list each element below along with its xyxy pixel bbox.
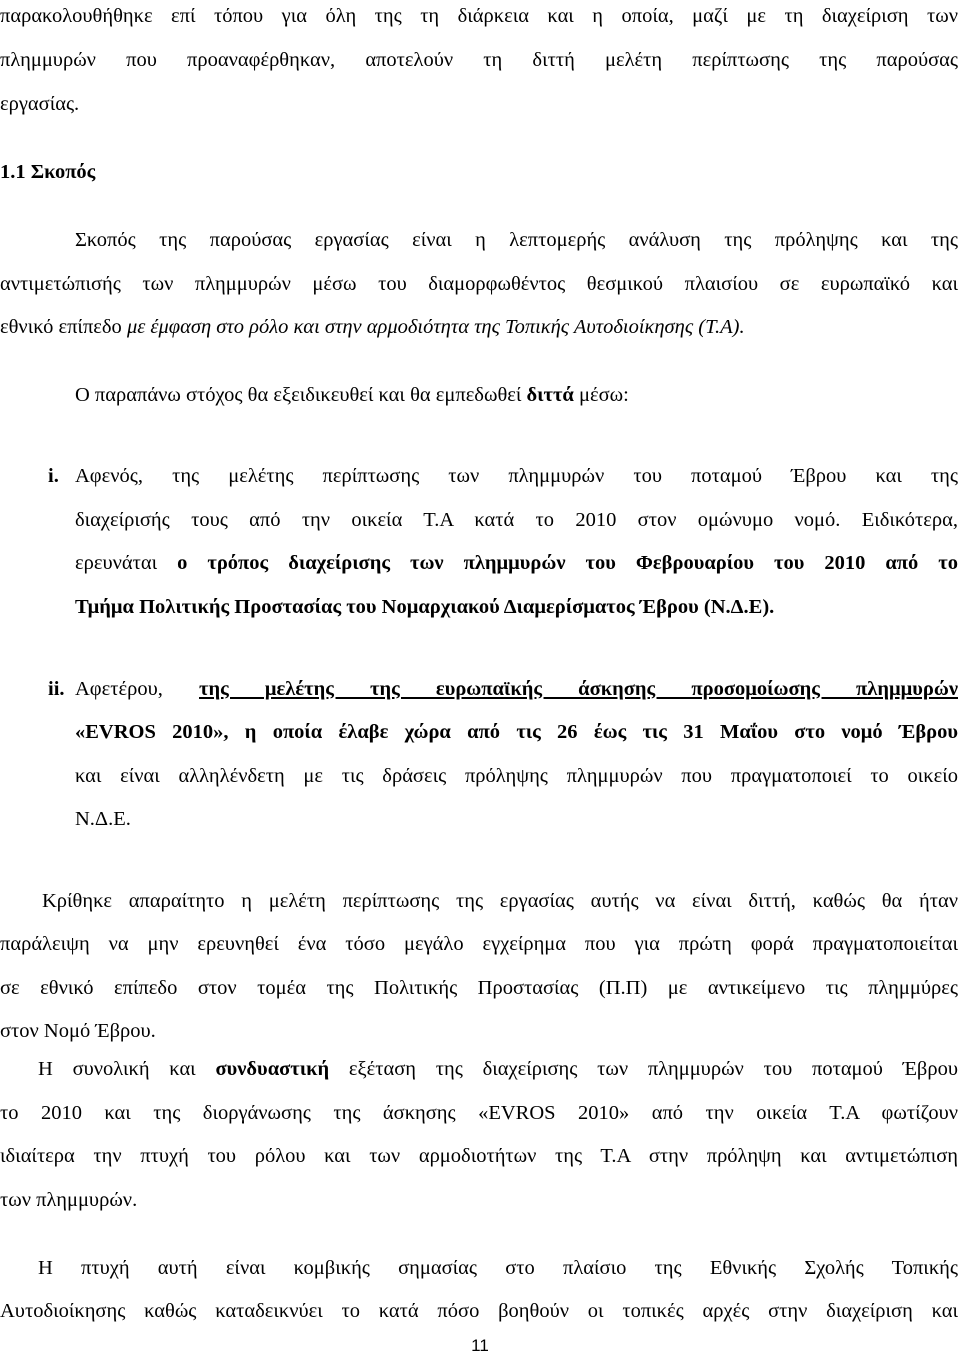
paragraph-line: πλημμυρών που προαναφέρθηκαν, αποτελούν τη διττή μελέτη περίπτωσης της παρούσας	[0, 49, 958, 71]
list-item-line: Αφενός, της μελέτης περίπτωσης των πλημμυρών του ποταμού Έβρου και της	[75, 465, 958, 487]
paragraph-line: των πλημμυρών.	[0, 1189, 138, 1211]
paragraph-line: Η συνολική και συνδυαστική εξέταση της διαχείρισης των πλημμυρών του ποταμού Έβρου	[38, 1058, 958, 1080]
paragraph-line: Η πτυχή αυτή είναι κομβικής σημασίας στο πλαίσιο της Εθνικής Σχολής Τοπικής	[38, 1257, 958, 1279]
paragraph-line: παρακολουθήθηκε επί τόπου για όλη της τη διάρκεια και η οποία, μαζί με τη διαχείριση των	[0, 5, 958, 27]
bold-emphasis: συνδυαστική	[215, 1058, 330, 1080]
paragraph-line: Κρίθηκε απαραίτητο η μελέτη περίπτωσης της εργασίας αυτής να είναι διττή, καθώς θα ήταν	[42, 890, 958, 912]
list-item-line: Ν.Δ.Ε.	[75, 808, 131, 830]
paragraph-line: παράλειψη να μην ερευνηθεί ένα τόσο μεγάλο εγχείρημα που για πρώτη φορά πραγματοποιείται	[0, 933, 958, 955]
paragraph-line: το 2010 και της διοργάνωσης της άσκησης «EVROS 2010» από την οικεία Τ.Α φωτίζουν	[0, 1102, 958, 1124]
bold-emphasis: ο τρόπος διαχείρισης των πλημμυρών του Φεβρουαρίου του 2010 από το	[177, 552, 958, 574]
list-item-line: Τμήμα Πολιτικής Προστασίας του Νομαρχιακού Διαμερίσματος Έβρου (Ν.Δ.Ε).	[75, 596, 775, 618]
list-marker: i.	[48, 465, 59, 487]
bold-underlined-emphasis: της μελέτης της ευρωπαϊκής άσκησης προσομοίωσης πλημμυρών	[199, 678, 958, 700]
italic-emphasis: με έμφαση στο ρόλο και στην αρμοδιότητα της Τοπικής Αυτοδιοίκησης (Τ.Α).	[126, 316, 745, 338]
bold-emphasis: διττά	[526, 384, 574, 406]
section-heading: 1.1 Σκοπός	[0, 161, 96, 183]
paragraph-line: στον Νομό Έβρου.	[0, 1020, 156, 1042]
list-item-line: «EVROS 2010», η οποία έλαβε χώρα από τις 26 έως τις 31 Μαΐου στο νομό Έβρου	[75, 721, 958, 743]
paragraph-line: Αυτοδιοίκησης καθώς καταδεικνύει το κατά πόσο βοηθούν οι τοπικές αρχές στην διαχείριση και	[0, 1300, 958, 1322]
page-number: 11	[471, 1336, 489, 1355]
list-item-line: διαχείρισής τους από την οικεία Τ.Α κατά το 2010 στον ομώνυμο νομό. Ειδικότερα,	[75, 509, 958, 531]
paragraph-line: εθνικό επίπεδο με έμφαση στο ρόλο και στην αρμοδιότητα της Τοπικής Αυτοδιοίκησης (Τ.Α).	[0, 316, 745, 338]
paragraph-line: ιδιαίτερα την πτυχή του ρόλου και των αρμοδιοτήτων της Τ.Α στην πρόληψη και αντιμετώπιση	[0, 1145, 958, 1167]
paragraph-line: σε εθνικό επίπεδο στον τομέα της Πολιτικής Προστασίας (Π.Π) με αντικείμενο τις πλημμύρες	[0, 977, 958, 999]
paragraph-line: Σκοπός της παρούσας εργασίας είναι η λεπτομερής ανάλυση της πρόληψης και της	[75, 229, 958, 251]
list-item-line: Αφετέρου, της μελέτης της ευρωπαϊκής άσκησης προσομοίωσης πλημμυρών	[75, 678, 958, 700]
list-item-line: και είναι αλληλένδετη με τις δράσεις πρόληψης πλημμυρών που πραγματοποιεί το οικείο	[75, 765, 958, 787]
paragraph-line: Ο παραπάνω στόχος θα εξειδικευθεί και θα εμπεδωθεί διττά μέσω:	[75, 384, 629, 406]
paragraph-line: εργασίας.	[0, 93, 80, 115]
paragraph-line: αντιμετώπισής των πλημμυρών μέσω του διαμορφωθέντος θεσμικού πλαισίου σε ευρωπαϊκό και	[0, 273, 958, 295]
list-marker: ii.	[48, 678, 65, 700]
list-item-line: ερευνάται ο τρόπος διαχείρισης των πλημμυρών του Φεβρουαρίου του 2010 από το	[75, 552, 958, 574]
